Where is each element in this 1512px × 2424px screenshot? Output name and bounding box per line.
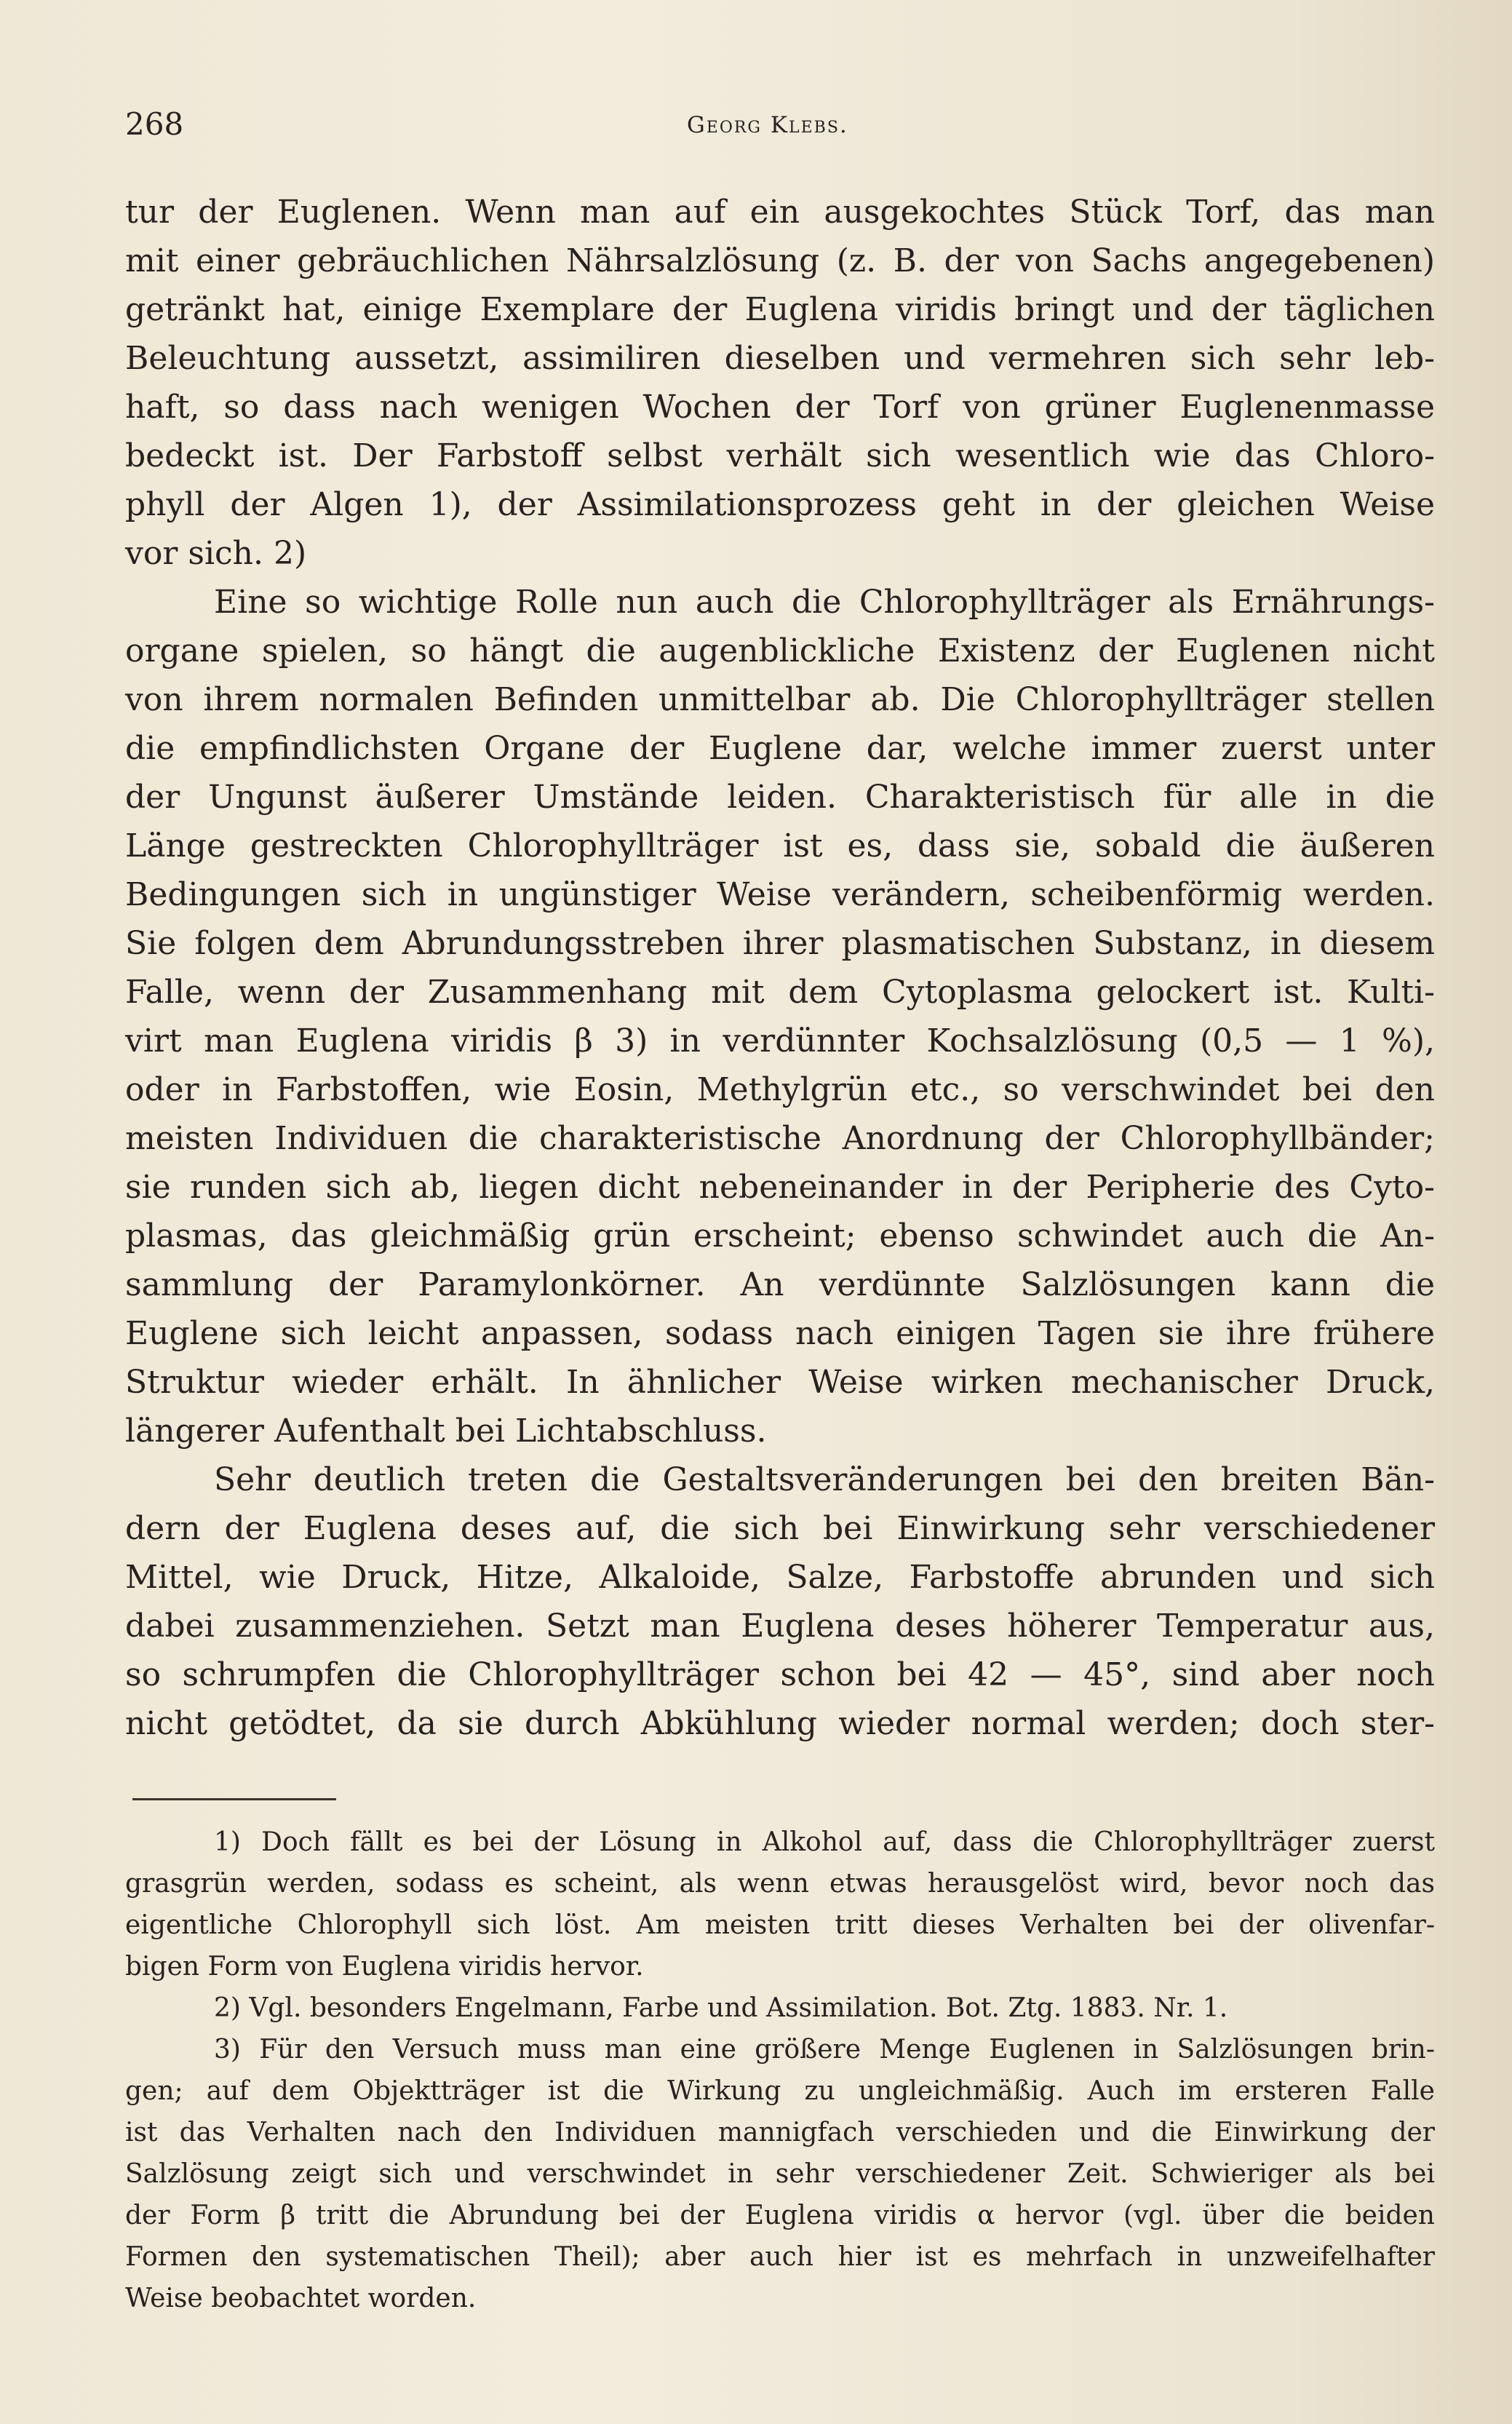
body-line: Beleuchtung aussetzt, assimiliren dieselben und vermehren sich sehr leb-	[125, 340, 1435, 377]
body-line: längerer Aufenthalt bei Lichtabschluss.	[125, 1412, 767, 1450]
footnote-line: gen; auf dem Objektträger ist die Wirkung zu ungleichmäßig. Auch im ersteren Falle	[125, 2076, 1435, 2106]
footnote-line: Salzlösung zeigt sich und verschwindet in sehr verschiedener Zeit. Schwieriger als bei	[125, 2159, 1435, 2189]
page-number: 268	[125, 106, 184, 142]
body-line: dern der Euglena deses auf, die sich bei Einwirkung sehr verschiedener	[125, 1510, 1435, 1547]
body-line: Länge gestreckten Chlorophyllträger ist es, dass sie, sobald die äußeren	[125, 827, 1435, 865]
body-line: phyll der Algen 1), der Assimilationsprozess geht in der gleichen Weise	[125, 486, 1435, 523]
footnote-line: Formen den systematischen Theil); aber auch hier ist es mehrfach in unzweifelhafter	[125, 2242, 1435, 2272]
footnote-line: eigentliche Chlorophyll sich löst. Am meisten tritt dieses Verhalten bei der olivenfar-	[125, 1910, 1435, 1940]
body-line: Falle, wenn der Zusammenhang mit dem Cytoplasma gelockert ist. Kulti-	[125, 974, 1435, 1011]
footnote-line: ist das Verhalten nach den Individuen mannigfach verschieden und die Einwirkung der	[125, 2118, 1435, 2147]
body-line: so schrumpfen die Chlorophyllträger schon bei 42 — 45°, sind aber noch	[125, 1656, 1435, 1693]
body-line: sie runden sich ab, liegen dicht nebeneinander in der Peripherie des Cyto-	[125, 1169, 1435, 1206]
body-line: organe spielen, so hängt die augenblickliche Existenz der Euglenen nicht	[125, 632, 1435, 669]
footnote-line: bigen Form von Euglena viridis hervor.	[125, 1952, 644, 1982]
body-line: tur der Euglenen. Wenn man auf ein ausgekochtes Stück Torf, das man	[125, 194, 1435, 231]
body-line: oder in Farbstoffen, wie Eosin, Methylgrün etc., so verschwindet bei den	[125, 1071, 1435, 1108]
page-header	[125, 100, 1435, 151]
footnote-line: grasgrün werden, sodass es scheint, als wenn etwas herausgelöst wird, bevor noch das	[125, 1869, 1435, 1899]
body-line: die empfindlichsten Organe der Euglene dar, welche immer zuerst unter	[125, 730, 1435, 767]
footnotes	[125, 1821, 1435, 2319]
body-line: vor sich. 2)	[125, 535, 307, 572]
running-title: Georg Klebs.	[687, 112, 848, 138]
footnote-line: der Form β tritt die Abrundung bei der Euglena viridis α hervor (vgl. über die beiden	[125, 2201, 1435, 2230]
body-line: haft, so dass nach wenigen Wochen der Torf von grüner Euglenenmasse	[125, 389, 1435, 426]
body-line: Euglene sich leicht anpassen, sodass nach einigen Tagen sie ihre frühere	[125, 1315, 1435, 1352]
body-line: getränkt hat, einige Exemplare der Euglena viridis bringt und der täglichen	[125, 291, 1435, 328]
body-line: Mittel, wie Druck, Hitze, Alkaloide, Salze, Farbstoffe abrunden und sich	[125, 1559, 1435, 1596]
body-line: von ihrem normalen Befinden unmittelbar ab. Die Chlorophyllträger stellen	[125, 681, 1435, 718]
body-line: mit einer gebräuchlichen Nährsalzlösung (z. B. der von Sachs angegebenen)	[125, 242, 1435, 279]
body-line: Struktur wieder erhält. In ähnlicher Weise wirken mechanischer Druck,	[125, 1364, 1435, 1401]
body-line: virt man Euglena viridis β 3) in verdünnter Kochsalzlösung (0,5 — 1 %),	[125, 1022, 1435, 1060]
body-line: sammlung der Paramylonkörner. An verdünnte Salzlösungen kann die	[125, 1266, 1435, 1303]
body-line: Bedingungen sich in ungünstiger Weise verändern, scheibenförmig werden.	[125, 876, 1435, 913]
body-line: Eine so wichtige Rolle nun auch die Chlorophyllträger als Ernährungs-	[214, 584, 1435, 621]
body-line: dabei zusammenziehen. Setzt man Euglena deses höherer Temperatur aus,	[125, 1608, 1435, 1645]
footnote-separator	[132, 1798, 336, 1800]
body-line: meisten Individuen die charakteristische Anordnung der Chlorophyllbänder;	[125, 1120, 1435, 1157]
footnote-line: 3) Für den Versuch muss man eine größere Menge Euglenen in Salzlösungen brin-	[214, 2035, 1435, 2065]
footnote-line: 2) Vgl. besonders Engelmann, Farbe und Assimilation. Bot. Ztg. 1883. Nr. 1.	[214, 1993, 1228, 2023]
body-line: plasmas, das gleichmäßig grün erscheint; ebenso schwindet auch die An-	[125, 1217, 1435, 1255]
body-line: Sehr deutlich treten die Gestaltsveränderungen bei den breiten Bän-	[214, 1461, 1435, 1498]
body-line: Sie folgen dem Abrundungsstreben ihrer plasmatischen Substanz, in diesem	[125, 925, 1435, 962]
body-text	[125, 188, 1435, 1748]
footnote-line: Weise beobachtet worden.	[125, 2284, 477, 2313]
body-line: bedeckt ist. Der Farbstoff selbst verhält sich wesentlich wie das Chloro-	[125, 437, 1435, 474]
body-line: der Ungunst äußerer Umstände leiden. Charakteristisch für alle in die	[125, 779, 1435, 816]
body-line: nicht getödtet, da sie durch Abkühlung wieder normal werden; doch ster-	[125, 1705, 1435, 1742]
footnote-line: 1) Doch fällt es bei der Lösung in Alkohol auf, dass die Chlorophyllträger zuerst	[214, 1827, 1435, 1857]
